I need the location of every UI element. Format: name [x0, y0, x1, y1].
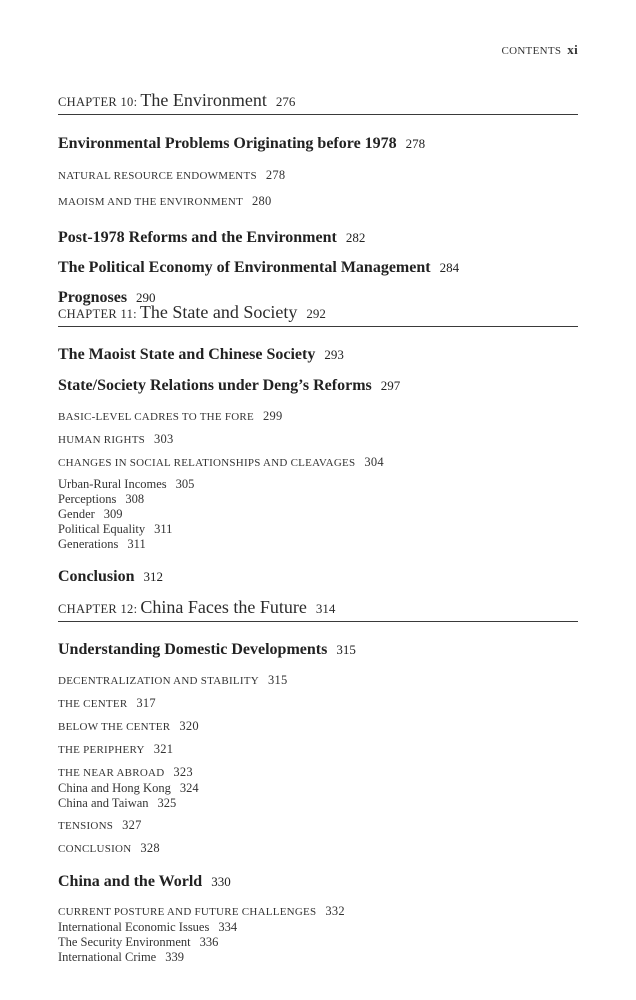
entry-page: 311 — [127, 537, 146, 551]
entry-page: 278 — [405, 136, 426, 151]
topic-entry — [58, 950, 578, 965]
entry-title: International Economic Issues — [58, 920, 210, 934]
subsection-entry — [58, 167, 578, 184]
entry-title: Generations — [58, 537, 119, 551]
entry-page: 308 — [125, 492, 145, 506]
section-entry — [58, 639, 578, 661]
entry-title: Conclusion — [58, 568, 135, 585]
chapter-label: CHAPTER 11: — [58, 307, 137, 321]
entry-page: 299 — [262, 409, 283, 423]
entry-page: 280 — [252, 194, 272, 208]
entry-title: BASIC-LEVEL CADRES TO THE FORE — [58, 411, 254, 423]
topic-entry — [58, 492, 578, 507]
entry-page: 315 — [336, 642, 356, 657]
entry-page: 284 — [439, 260, 460, 275]
entry-page: 321 — [153, 742, 174, 756]
entry-title: The Political Economy of Environmental Management — [58, 259, 431, 276]
chapter-page: 314 — [315, 601, 336, 616]
entry-title: Gender — [58, 507, 95, 521]
entry-title: Understanding Domestic Developments — [58, 641, 328, 658]
entry-page: 320 — [179, 719, 199, 733]
entry-page: 303 — [154, 432, 174, 446]
entry-title: Post-1978 Reforms and the Environment — [58, 229, 337, 246]
entry-title: THE NEAR ABROAD — [58, 767, 165, 779]
entry-title: THE CENTER — [58, 698, 128, 710]
entry-page: 339 — [165, 950, 184, 964]
entry-title: China and Taiwan — [58, 796, 149, 810]
entry-page: 315 — [267, 673, 288, 687]
subsection-entry — [58, 672, 578, 689]
entry-title: BELOW THE CENTER — [58, 721, 171, 733]
chapter-block — [58, 597, 578, 965]
entry-page: 325 — [157, 796, 177, 810]
entry-title: CONCLUSION — [58, 843, 132, 855]
chapter-block — [58, 302, 578, 588]
entry-title: HUMAN RIGHTS — [58, 434, 146, 446]
entry-page: 312 — [143, 569, 163, 584]
chapter-label: CHAPTER 12: — [58, 602, 138, 616]
topic-entry — [58, 935, 578, 950]
section-entry — [58, 227, 578, 249]
subsection-entry — [58, 741, 578, 758]
entry-page: 297 — [380, 378, 401, 393]
topic-entry — [58, 477, 578, 492]
section-entry — [58, 257, 578, 279]
entry-title: The Security Environment — [58, 935, 191, 949]
entry-page: 330 — [211, 874, 231, 889]
page-folio: xi — [567, 42, 578, 57]
subsection-entry — [58, 718, 578, 735]
section-entry — [58, 375, 578, 397]
chapter-page: 292 — [306, 306, 326, 321]
entry-title: Urban-Rural Incomes — [58, 477, 167, 491]
entry-title: Environmental Problems Originating before 1978 — [58, 135, 397, 152]
entry-page: 332 — [325, 904, 345, 918]
chapter-title: The Environment — [140, 90, 267, 110]
entry-page: 290 — [136, 290, 156, 305]
entry-title: Prognoses — [58, 289, 128, 306]
running-header-label: CONTENTS — [501, 45, 562, 57]
entry-page: 328 — [140, 841, 160, 855]
entry-page: 305 — [175, 477, 195, 491]
entry-title: China and Hong Kong — [58, 781, 171, 795]
entry-page: 323 — [173, 765, 193, 779]
entry-title: CURRENT POSTURE AND FUTURE CHALLENGES — [58, 906, 317, 918]
subsection-entry — [58, 695, 578, 712]
entry-title: THE PERIPHERY — [58, 744, 145, 756]
running-header — [501, 42, 578, 58]
entry-title: CHANGES IN SOCIAL RELATIONSHIPS AND CLEAVAGES — [58, 457, 356, 469]
chapter-heading — [58, 302, 578, 327]
subsection-entry — [58, 408, 578, 425]
entry-page: 336 — [199, 935, 219, 949]
topic-entry — [58, 781, 578, 796]
entry-page: 334 — [218, 920, 238, 934]
entry-page: 324 — [179, 781, 199, 795]
section-entry — [58, 133, 578, 155]
topic-entry — [58, 920, 578, 935]
topic-entry — [58, 507, 578, 522]
entry-page: 311 — [154, 522, 173, 536]
entry-title: The Maoist State and Chinese Society — [58, 346, 316, 363]
subsection-entry — [58, 840, 578, 857]
section-entry — [58, 566, 578, 588]
subsection-entry — [58, 454, 578, 471]
chapter-title: The State and Society — [139, 302, 298, 322]
entry-title: China and the World — [58, 873, 203, 890]
chapter-heading — [58, 90, 578, 115]
chapter-title: China Faces the Future — [140, 597, 307, 617]
entry-title: TENSIONS — [58, 820, 114, 832]
subsection-entry — [58, 431, 578, 448]
entry-page: 282 — [345, 230, 366, 245]
topic-entry — [58, 796, 578, 811]
chapter-block — [58, 90, 578, 309]
entry-title: International Crime — [58, 950, 157, 964]
entry-title: MAOISM AND THE ENVIRONMENT — [58, 196, 244, 208]
topic-entry — [58, 537, 578, 552]
entry-page: 317 — [136, 696, 156, 710]
entry-page: 327 — [122, 818, 142, 832]
chapter-page: 276 — [275, 94, 296, 109]
entry-page: 278 — [265, 168, 286, 182]
entry-title: NATURAL RESOURCE ENDOWMENTS — [58, 170, 257, 182]
subsection-entry — [58, 764, 578, 781]
entry-title: State/Society Relations under Deng’s Reforms — [58, 377, 372, 394]
subsection-entry — [58, 903, 578, 920]
section-entry — [58, 344, 578, 366]
section-entry — [58, 871, 578, 893]
subsection-entry — [58, 817, 578, 834]
entry-page: 293 — [324, 347, 344, 362]
entry-title: Perceptions — [58, 492, 117, 506]
chapter-label: CHAPTER 10: — [58, 95, 138, 109]
entry-title: Political Equality — [58, 522, 146, 536]
entry-page: 309 — [103, 507, 123, 521]
entry-page: 304 — [364, 455, 384, 469]
entry-title: DECENTRALIZATION AND STABILITY — [58, 675, 259, 687]
subsection-entry — [58, 193, 578, 210]
chapter-heading — [58, 597, 578, 622]
topic-entry — [58, 522, 578, 537]
